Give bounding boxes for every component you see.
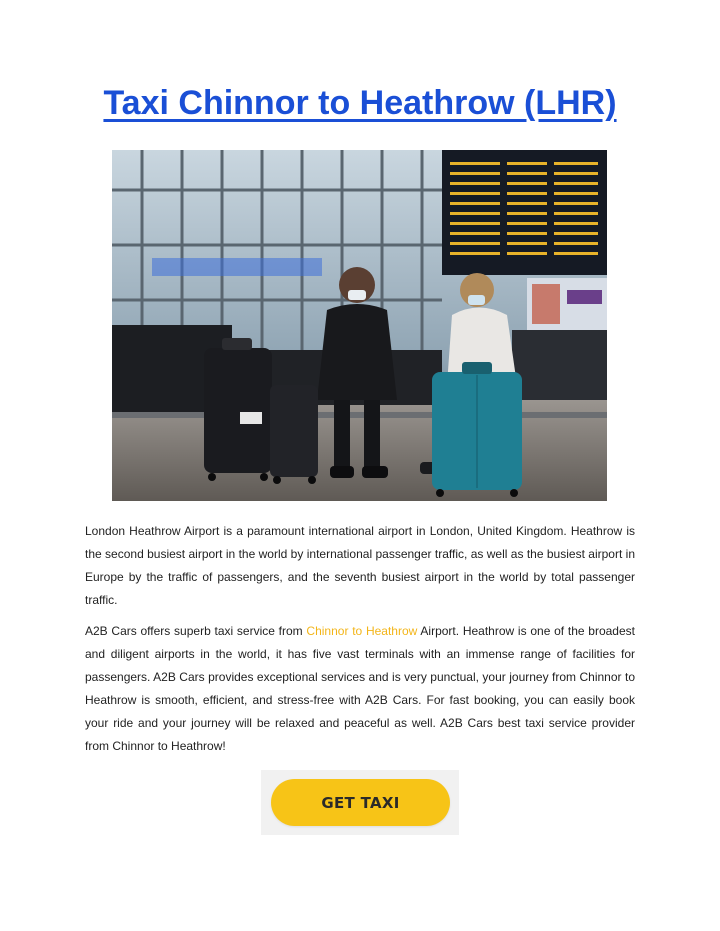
intro-paragraph: London Heathrow Airport is a paramount international airport in London, United Kingdom. Heathrow is the second busiest airport in the world by international passenger traffic, as well as the busiest airport in Europe by the traffic of passengers, and the seventh busiest airport in the world by total passenger traffic. [85, 524, 635, 607]
service-text-after: Airport. Heathrow is one of the broadest and diligent airports in the world, it has five vast terminals with an immense range of facilities for passengers. A2B Cars provides exceptional services and is very punctual, your journey from Chinnor to Heathrow is smooth, efficient, and stress-free with A2B Cars. For fast booking, you can easily book your ride and your journey will be relaxed and peaceful as well. A2B Cars best taxi service provider from Chinnor to Heathrow! [85, 624, 635, 753]
service-text-before: A2B Cars offers superb taxi service from [85, 624, 307, 638]
service-paragraph [85, 620, 635, 758]
page-title[interactable]: Taxi Chinnor to Heathrow (LHR) [103, 84, 617, 122]
get-taxi-banner [261, 770, 459, 835]
get-taxi-button[interactable]: GET TAXI [271, 779, 450, 826]
chinnor-heathrow-link[interactable]: Chinnor to Heathrow [306, 624, 418, 638]
hero-photo [112, 150, 607, 501]
